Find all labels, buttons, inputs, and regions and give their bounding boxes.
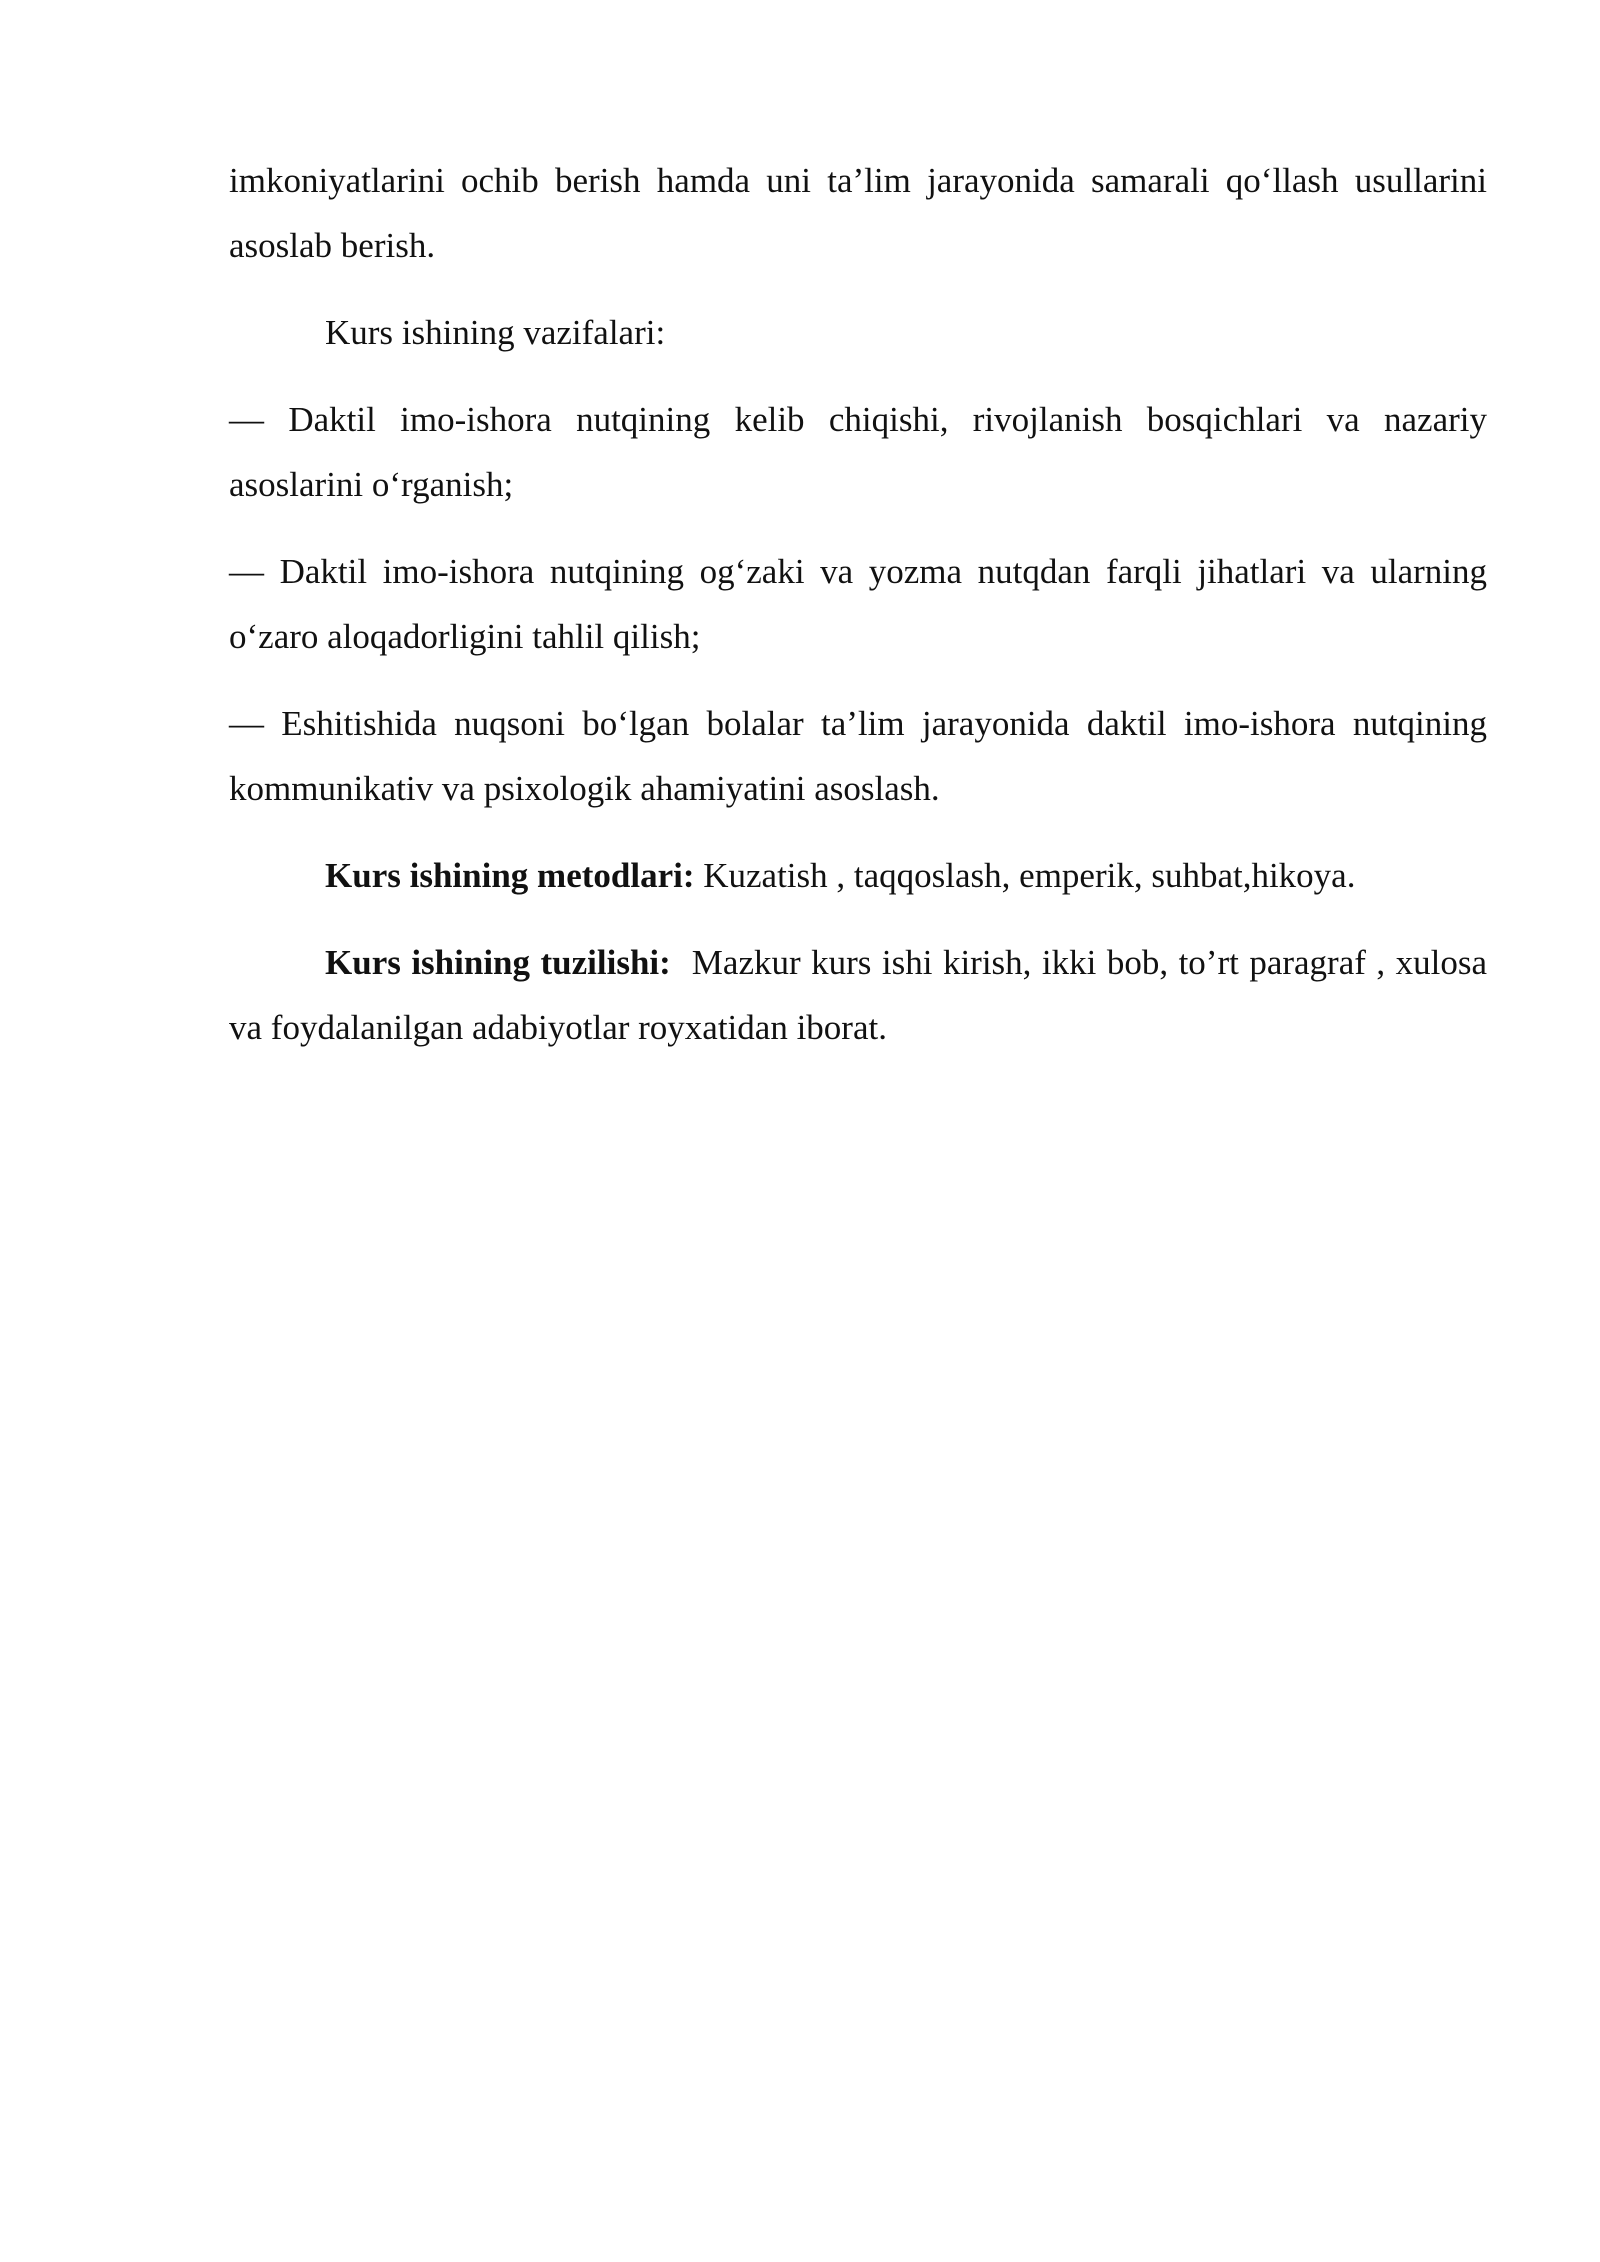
structure-label: Kurs ishining tuzilishi: [325, 943, 671, 982]
tasks-heading: Kurs ishining vazifalari: [325, 313, 666, 352]
document-page [229, 148, 1496, 1082]
task-item-1: — Daktil imo-ishora nutqining kelib chiqishi, rivojlanish bosqichlari va nazariy asoslarini o‘rganish; [229, 400, 1487, 504]
structure-text: Mazkur kurs ishi kirish, ikki bob, to’rt paragraf , xulosa va foydalanilgan adabiyotlar royxatidan iborat. [229, 943, 1496, 1047]
methods-text: Kuzatish , taqqoslash, emperik, suhbat,hikoya. [694, 856, 1356, 895]
methods-paragraph [229, 843, 1487, 908]
task-item-2: — Daktil imo-ishora nutqining og‘zaki va yozma nutqdan farqli jihatlari va ularning o‘zaro aloqadorligini tahlil qilish; [229, 552, 1487, 656]
structure-paragraph [229, 930, 1496, 1060]
task-item-3: — Eshitishida nuqsoni bo‘lgan bolalar ta’lim jarayonida daktil imo-ishora nutqining kommunikativ va psixologik ahamiyatini asoslash. [229, 704, 1487, 808]
methods-label: Kurs ishining metodlari: [325, 856, 695, 895]
intro-paragraph: imkoniyatlarini ochib berish hamda uni ta’lim jarayonida samarali qo‘llash usullarini asoslab berish. [229, 161, 1487, 265]
